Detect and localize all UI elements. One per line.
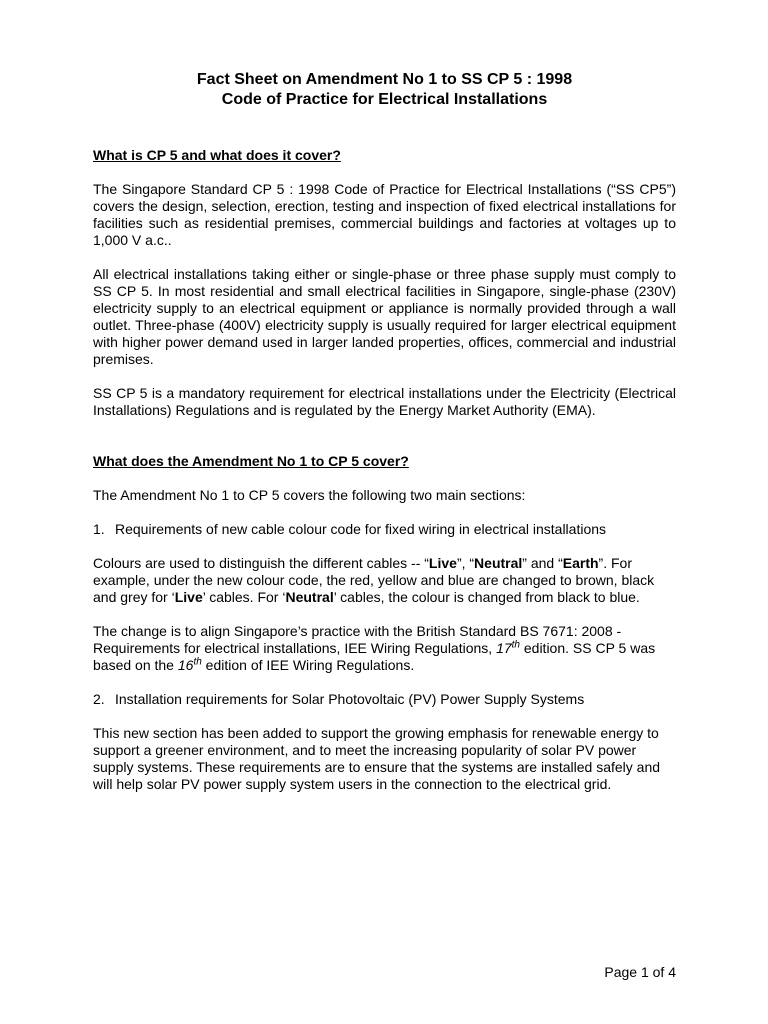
- solar-pv-paragraph: This new section has been added to support the growing emphasis for renewable energy to support a greener environment, and to meet the increasing popularity of solar PV power supply systems. These requirements are to ensure that the systems are installed safely and will help solar PV power supply system users in the connection to the electrical grid.: [93, 725, 661, 792]
- list-item-1-number: 1.: [93, 521, 105, 537]
- document-title-line2: Code of Practice for Electrical Installations: [221, 91, 548, 108]
- list-item-1-text: Requirements of new cable colour code for fixed wiring in electrical installations: [115, 521, 607, 537]
- earth-term: Earth: [562, 555, 599, 571]
- colour-text-5: ’ cables. For ‘: [202, 589, 286, 605]
- section1-paragraph-2: All electrical installations taking either or single-phase or three phase supply must comply to SS CP 5. In most residential and small electrical facilities in Singapore, single-phase (230V) electricity supply to an electrical equipment or appliance is normally provided through a wall outlet. Three-phase (400V) electricity supply is usually required for larger electrical equipment with higher power demand used in larger landed properties, offices, commercial and industrial premises.: [93, 266, 676, 367]
- colour-text-1: Colours are used to distinguish the different cables -- “: [93, 555, 429, 571]
- document-title-line1: Fact Sheet on Amendment No 1 to SS CP 5 : 1998: [196, 71, 573, 88]
- colour-text-6: ’ cables, the colour is changed from black to blue.: [333, 589, 640, 605]
- page-content: [93, 70, 676, 793]
- section2-heading: What does the Amendment No 1 to CP 5 cover?: [93, 453, 409, 469]
- colour-text-2: ”, “: [456, 555, 475, 571]
- list-item-2-text: Installation requirements for Solar Photovoltaic (PV) Power Supply Systems: [115, 691, 585, 707]
- colour-text-4: ”. For example, under the new colour code, the red, yellow and blue are changed to brown, black and grey for ‘: [93, 555, 655, 605]
- section2-intro: The Amendment No 1 to CP 5 covers the following two main sections:: [93, 487, 526, 503]
- section1-paragraph-1: The Singapore Standard CP 5 : 1998 Code of Practice for Electrical Installations (“SS CP5”) covers the design, selection, erection, testing and inspection of fixed electrical installations for facilities such as residential premises, commercial buildings and factories at voltages up to 1,000 V a.c..: [93, 181, 676, 248]
- live-term-2: Live: [174, 589, 203, 605]
- list-item-2: [93, 691, 676, 708]
- list-item-1: [93, 521, 676, 538]
- list-item-2-number: 2.: [93, 691, 105, 707]
- neutral-term: Neutral: [474, 555, 523, 571]
- change-text-1: The change is to align Singapore’s practice with the British Standard BS 7671: 2008 - Requirements for electrical installations, IEE Wiring Regulations,: [93, 623, 622, 656]
- edition-16: 16: [177, 657, 194, 673]
- change-text-3: edition of IEE Wiring Regulations.: [201, 657, 415, 673]
- page-number: Page 1 of 4: [604, 964, 676, 980]
- edition-17-suffix: th: [511, 639, 520, 651]
- section1-paragraph-3: SS CP 5 is a mandatory requirement for electrical installations under the Electricity (Electrical Installations) Regulations and is regulated by the Energy Market Authority (EMA).: [93, 385, 676, 418]
- edition-16-suffix: th: [193, 656, 202, 668]
- section1-heading: What is CP 5 and what does it cover?: [93, 147, 341, 163]
- colour-text-3: ” and “: [522, 555, 563, 571]
- standard-change-paragraph: [93, 623, 676, 674]
- colour-code-paragraph: [93, 555, 676, 606]
- change-text-2: edition. SS CP 5 was based on the: [93, 640, 656, 673]
- live-term: Live: [428, 555, 457, 571]
- edition-17: 17: [496, 640, 512, 656]
- neutral-term-2: Neutral: [285, 589, 334, 605]
